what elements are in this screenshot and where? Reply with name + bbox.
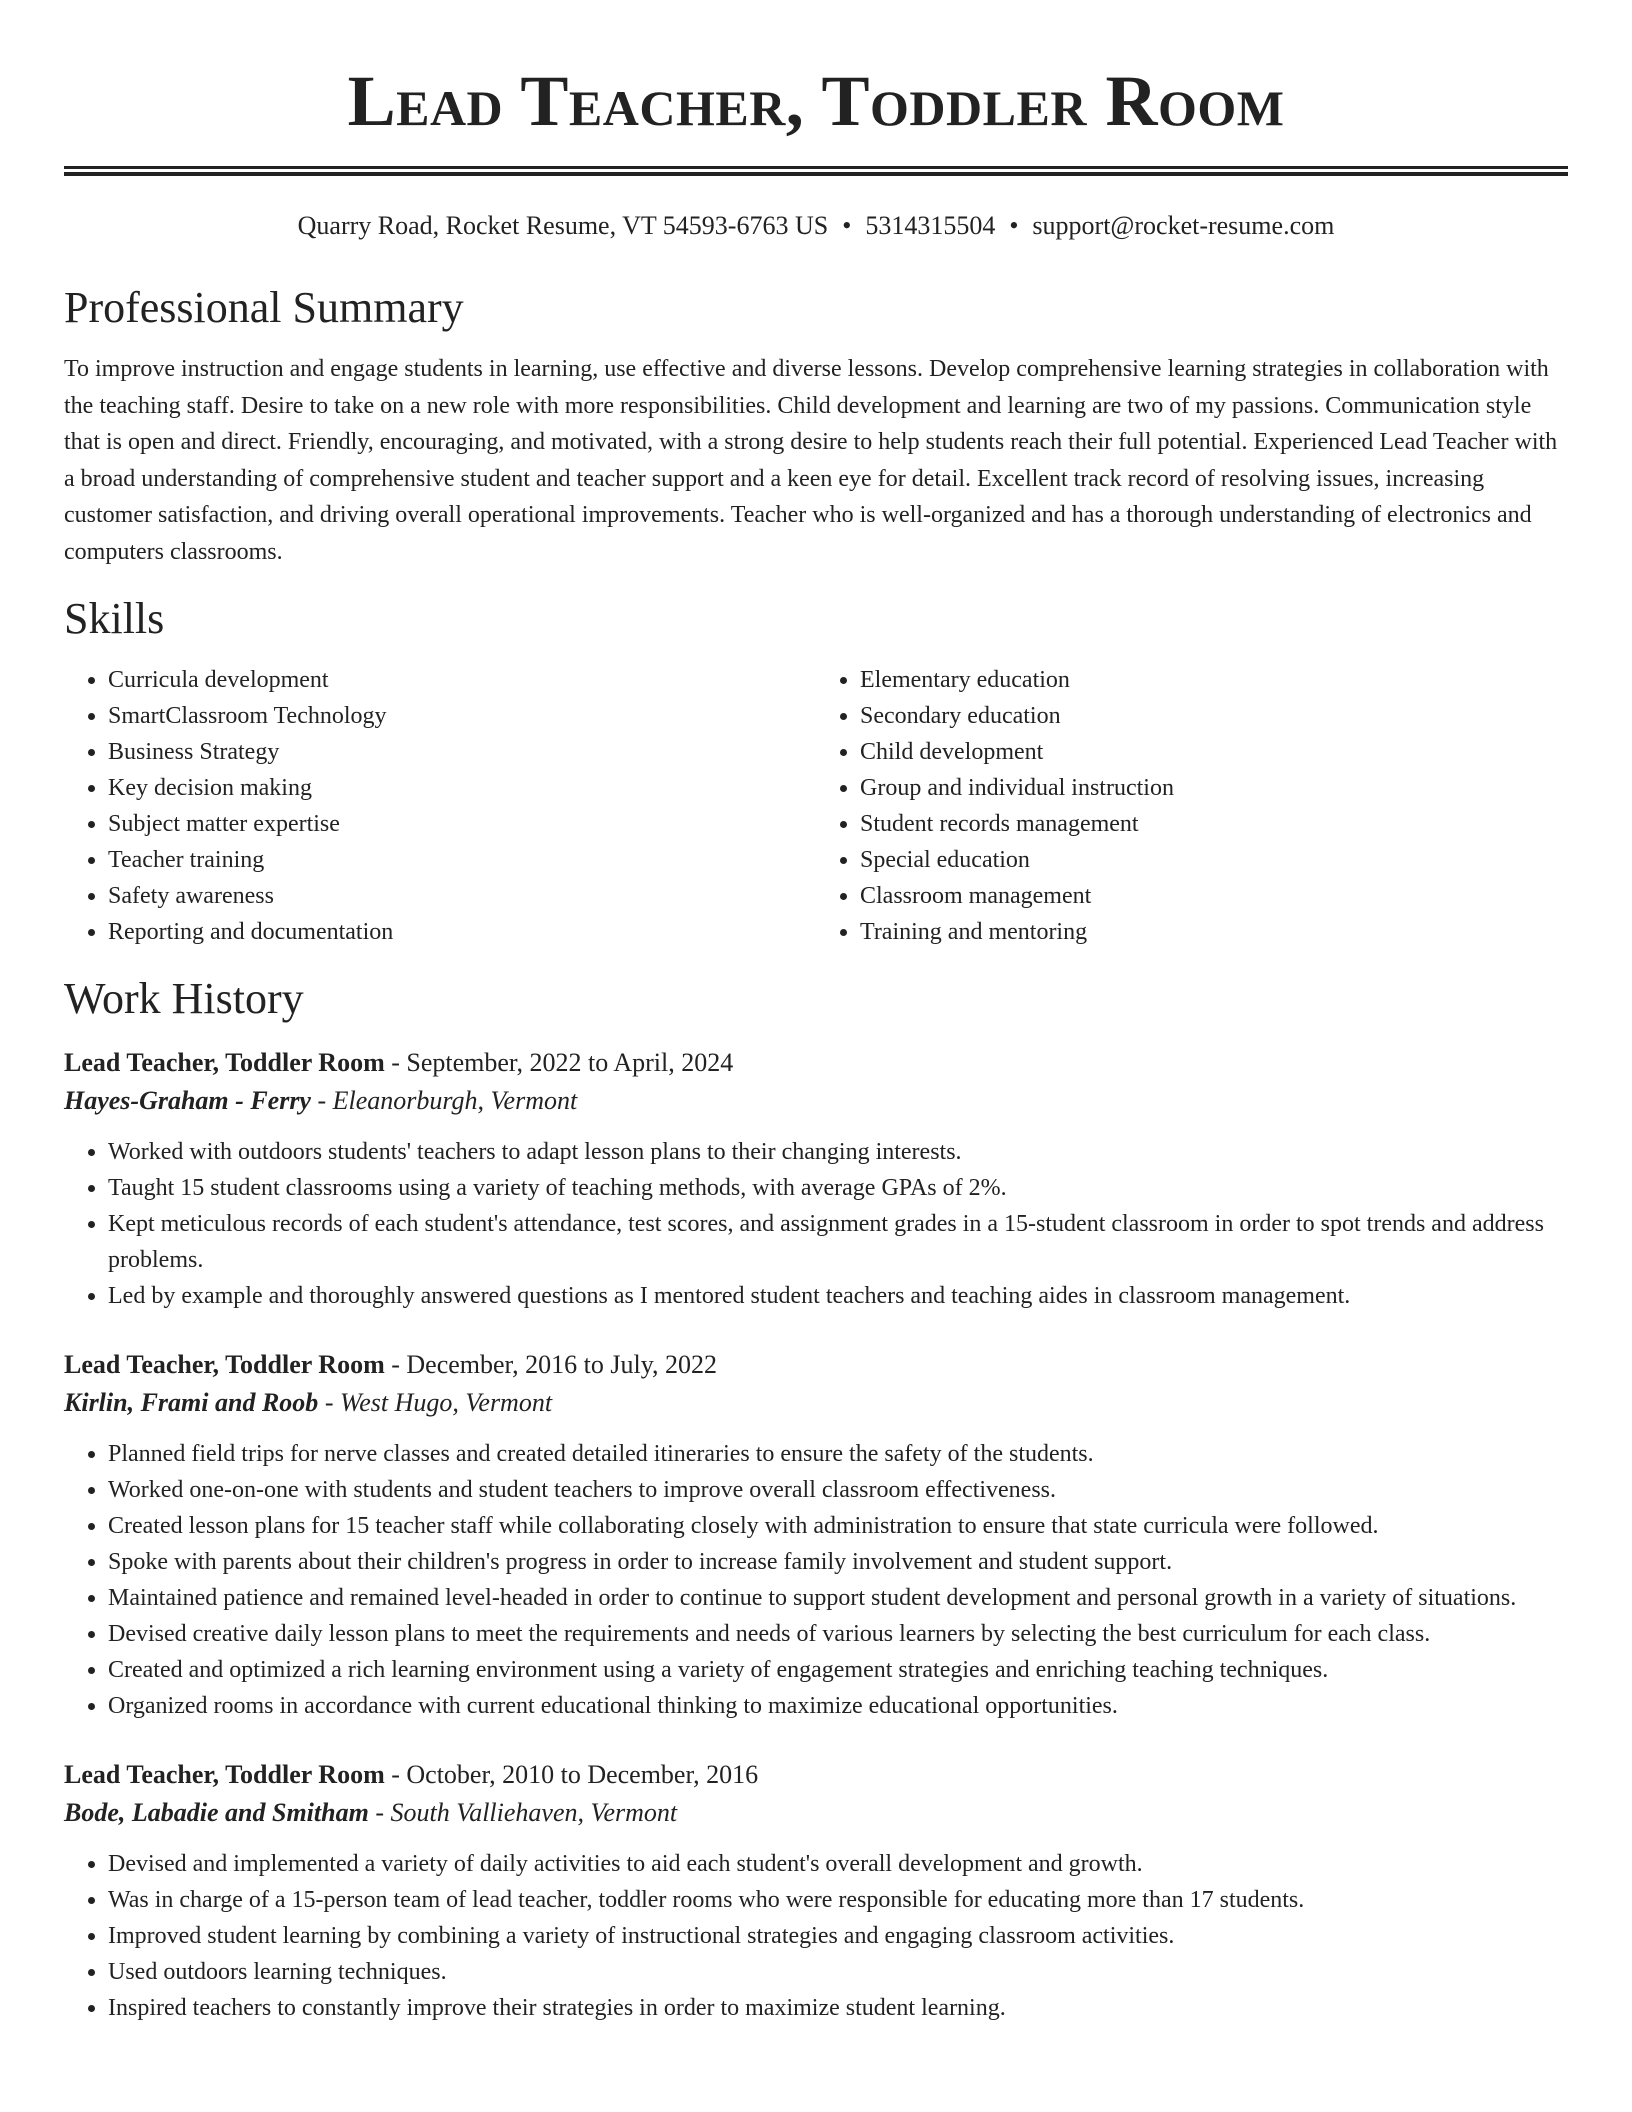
job-company: Kirlin, Frami and Roob xyxy=(64,1388,319,1417)
job-bullet: • Spoke with parents about their children's progress in order to increase family involvement and student support. xyxy=(108,1544,1568,1580)
job-role: Lead Teacher, Toddler Room xyxy=(64,1350,385,1379)
skill-item: • Subject matter expertise xyxy=(108,806,816,842)
job-bullet: • Devised and implemented a variety of daily activities to aid each student's overall development and growth. xyxy=(108,1846,1568,1882)
skill-item: • Group and individual instruction xyxy=(860,770,1568,806)
job-bullet: • Created lesson plans for 15 teacher staff while collaborating closely with administration to ensure that state curricula were followed. xyxy=(108,1508,1568,1544)
job-bullet: • Maintained patience and remained level-headed in order to continue to support student development and personal growth in a variety of situations. xyxy=(108,1580,1568,1616)
job-bullet: • Used outdoors learning techniques. xyxy=(108,1954,1568,1990)
skill-item: • Training and mentoring xyxy=(860,914,1568,950)
skill-item: • Curricula development xyxy=(108,662,816,698)
contact-phone: 5314315504 xyxy=(865,211,996,240)
job-employer xyxy=(64,1082,1568,1120)
job-bullet: • Was in charge of a 15-person team of lead teacher, toddler rooms who were responsible for educating more than 17 students. xyxy=(108,1882,1568,1918)
job-bullets xyxy=(64,1846,1568,2026)
job-entry xyxy=(64,1346,1568,1724)
job-bullet: • Devised creative daily lesson plans to meet the requirements and needs of various learners by selecting the best curriculum for each class. xyxy=(108,1616,1568,1652)
job-company: Bode, Labadie and Smitham xyxy=(64,1798,369,1827)
job-dates: - October, 2010 to December, 2016 xyxy=(391,1760,759,1789)
skill-item: • Key decision making xyxy=(108,770,816,806)
job-bullet: • Kept meticulous records of each student's attendance, test scores, and assignment grades in a 15-student classroom in order to spot trends and address problems. xyxy=(108,1206,1568,1278)
skills-column-left xyxy=(64,662,816,950)
title-divider xyxy=(64,166,1568,176)
job-bullet: • Led by example and thoroughly answered questions as I mentored student teachers and teaching aides in classroom management. xyxy=(108,1278,1568,1314)
skill-item: • Student records management xyxy=(860,806,1568,842)
summary-heading: Professional Summary xyxy=(64,283,464,332)
skills-column-right xyxy=(816,662,1568,950)
skill-item: • Reporting and documentation xyxy=(108,914,816,950)
summary-text: To improve instruction and engage students in learning, use effective and diverse lessons. Develop comprehensive learning strategies in collaboration with the teaching staff. Desire to take on a new role with more responsibilities. Child development and learning are two of my passions. Communication style that is open and direct. Friendly, encouraging, and motivated, with a strong desire to help students reach their full potential. Experienced Lead Teacher with a broad understanding of comprehensive student and teacher support and a keen eye for detail. Excellent track record of resolving issues, increasing customer satisfaction, and driving overall operational improvements. Teacher who is well-organized and has a thorough understanding of electronics and computers classrooms. xyxy=(64,356,1558,565)
skills-heading: Skills xyxy=(64,594,165,643)
job-header xyxy=(64,1346,1568,1384)
skill-item: • SmartClassroom Technology xyxy=(108,698,816,734)
skill-item: • Safety awareness xyxy=(108,878,816,914)
job-role: Lead Teacher, Toddler Room xyxy=(64,1048,385,1077)
job-bullet: • Improved student learning by combining a variety of instructional strategies and engaging classroom activities. xyxy=(108,1918,1568,1954)
skill-item: • Special education xyxy=(860,842,1568,878)
job-header xyxy=(64,1044,1568,1082)
job-bullet: • Worked with outdoors students' teachers to adapt lesson plans to their changing interests. xyxy=(108,1134,1568,1170)
job-header xyxy=(64,1756,1568,1794)
job-bullets xyxy=(64,1134,1568,1314)
job-bullets xyxy=(64,1436,1568,1724)
job-bullet: • Inspired teachers to constantly improve their strategies in order to maximize student learning. xyxy=(108,1990,1568,2026)
job-company: Hayes-Graham - Ferry xyxy=(64,1086,311,1115)
skill-item: • Secondary education xyxy=(860,698,1568,734)
contact-separator: • xyxy=(842,211,852,240)
job-entry xyxy=(64,1044,1568,1314)
contact-line xyxy=(64,209,1568,243)
contact-email: support@rocket-resume.com xyxy=(1032,211,1335,240)
skill-item: • Elementary education xyxy=(860,662,1568,698)
job-bullet: • Taught 15 student classrooms using a variety of teaching methods, with average GPAs of 2%. xyxy=(108,1170,1568,1206)
skill-item: • Teacher training xyxy=(108,842,816,878)
contact-address: Quarry Road, Rocket Resume, VT 54593-6763 US xyxy=(297,211,829,240)
job-location: - West Hugo, Vermont xyxy=(324,1388,553,1417)
skill-item: • Classroom management xyxy=(860,878,1568,914)
job-location: - South Valliehaven, Vermont xyxy=(375,1798,678,1827)
job-employer xyxy=(64,1794,1568,1832)
job-bullet: • Planned field trips for nerve classes and created detailed itineraries to ensure the safety of the students. xyxy=(108,1436,1568,1472)
job-dates: - December, 2016 to July, 2022 xyxy=(391,1350,718,1379)
job-entry xyxy=(64,1756,1568,2026)
skills-list xyxy=(64,662,1568,950)
job-bullet: • Worked one-on-one with students and student teachers to improve overall classroom effectiveness. xyxy=(108,1472,1568,1508)
contact-separator: • xyxy=(1009,211,1019,240)
job-bullet: • Organized rooms in accordance with current educational thinking to maximize educational opportunities. xyxy=(108,1688,1568,1724)
job-role: Lead Teacher, Toddler Room xyxy=(64,1760,385,1789)
job-bullet: • Created and optimized a rich learning environment using a variety of engagement strategies and enriching teaching techniques. xyxy=(108,1652,1568,1688)
job-location: - Eleanorburgh, Vermont xyxy=(317,1086,578,1115)
skill-item: • Child development xyxy=(860,734,1568,770)
job-employer xyxy=(64,1384,1568,1422)
resume-title: Lead Teacher, Toddler Room xyxy=(347,61,1285,141)
work-history-heading: Work History xyxy=(64,974,304,1023)
job-dates: - September, 2022 to April, 2024 xyxy=(391,1048,734,1077)
skill-item: • Business Strategy xyxy=(108,734,816,770)
